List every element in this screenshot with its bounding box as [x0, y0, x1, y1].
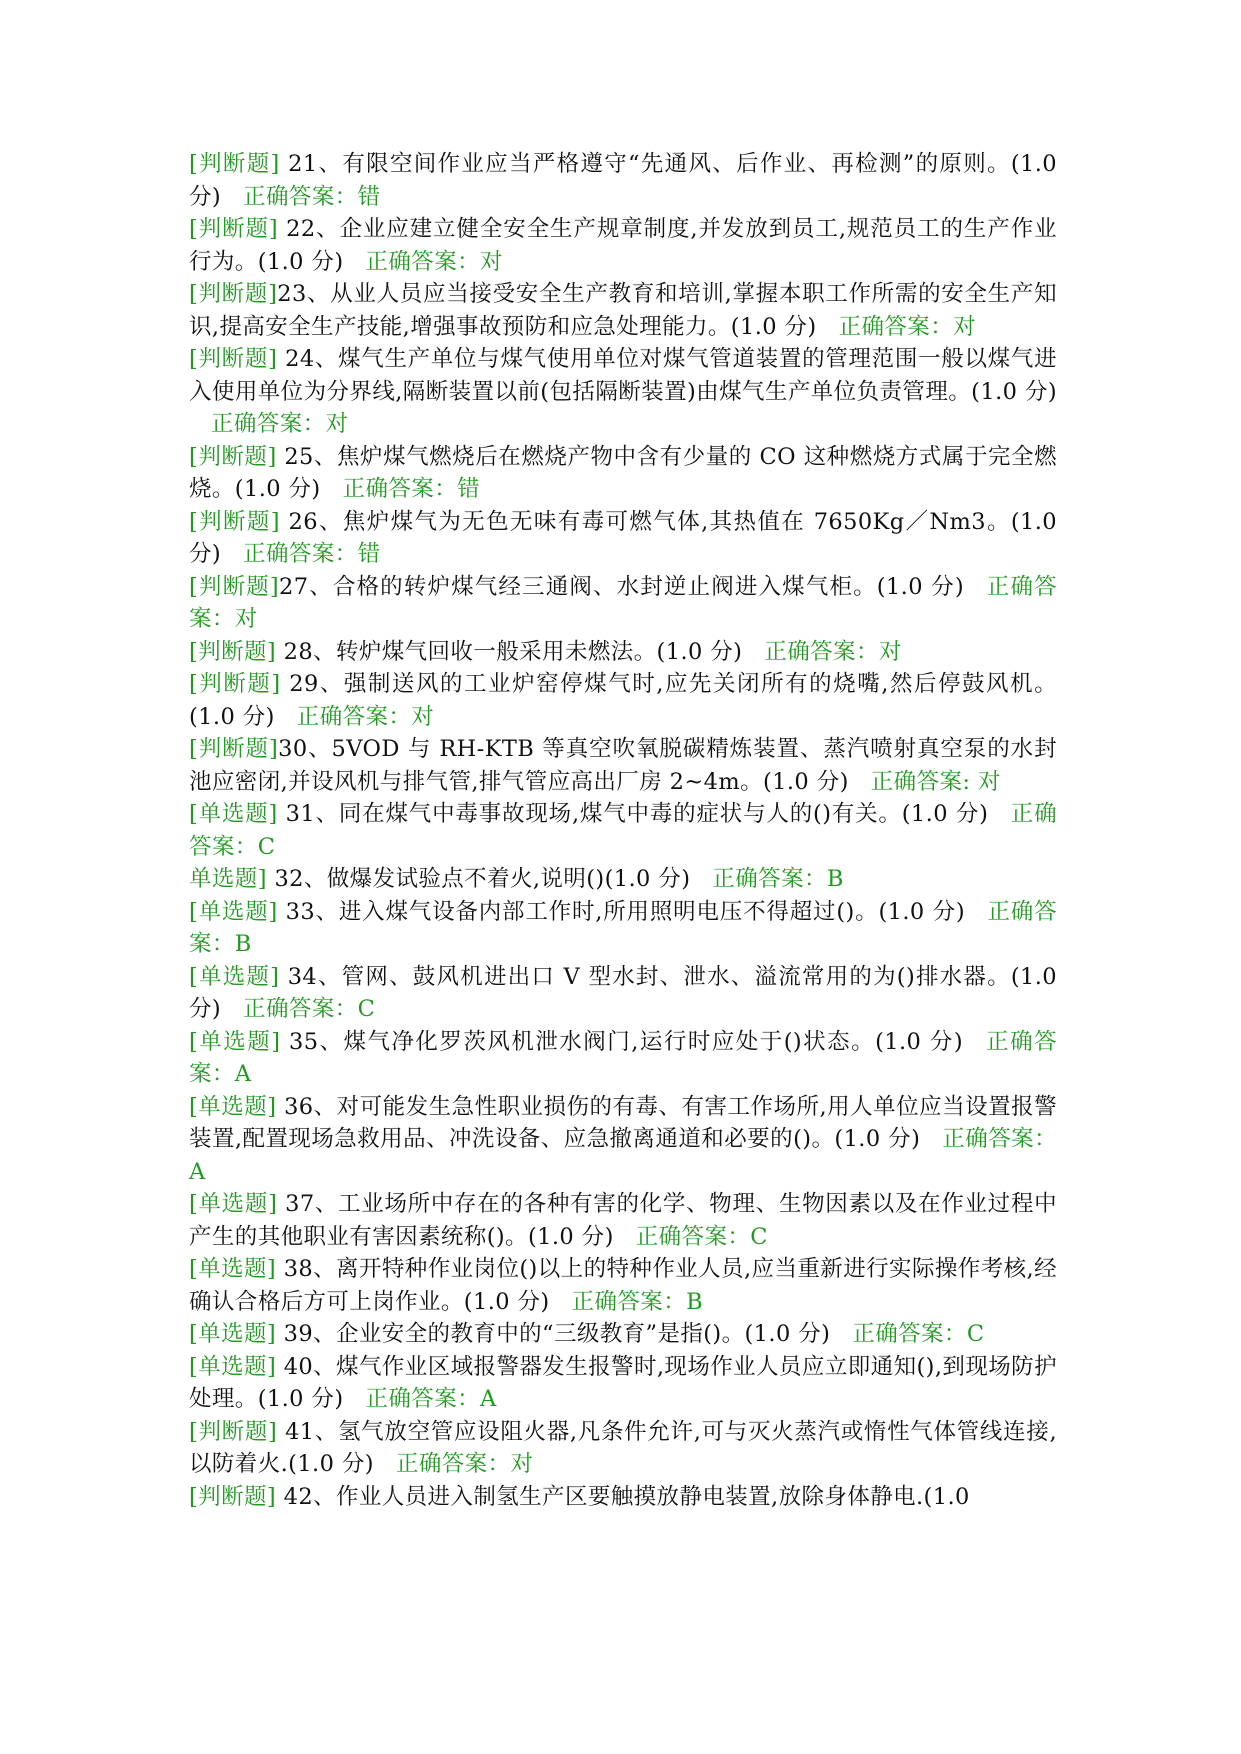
question-text: 37、工业场所中存在的各种有害的化学、物理、生物因素以及在作业过程中产生的其他职业有害因素统称()。(1.0 分): [189, 1191, 1057, 1250]
question-item: [189, 213, 1057, 278]
correct-answer: 正确答案：A: [189, 1028, 1057, 1087]
correct-answer: 正确答案：B: [571, 1288, 704, 1315]
correct-answer: 正确答案：对: [395, 1451, 534, 1477]
question-item: [189, 506, 1057, 571]
question-text: 31、同在煤气中毒事故现场,煤气中毒的症状与人的()有关。(1.0 分): [277, 801, 989, 827]
question-type-label: [判断题]: [189, 638, 277, 665]
question-text: 24、煤气生产单位与煤气使用单位对煤气管道装置的管理范围一般以煤气进入使用单位为分界线,隔断装置以前(包括隔断装置)由煤气生产单位负责管理。(1.0 分): [189, 346, 1057, 405]
question-text: 23、从业人员应当接受安全生产教育和培训,掌握本职工作所需的安全生产知识,提高安全生产技能,增强事故预防和应急处理能力。(1.0 分): [189, 281, 1057, 340]
question-item: [189, 1351, 1057, 1416]
correct-answer: 正确答案：B: [712, 866, 844, 892]
question-text: 40、煤气作业区域报警器发生报警时,现场作业人员应立即通知(),到现场防护处理。(1.0 分): [189, 1353, 1057, 1412]
question-text: 32、做爆发试验点不着火,说明()(1.0 分): [266, 866, 691, 892]
question-item: [189, 343, 1057, 441]
correct-answer: 正确答案：对: [296, 703, 435, 730]
question-type-label: [判断题]: [189, 1483, 277, 1510]
question-text: 38、离开特种作业岗位()以上的特种作业人员,应当重新进行实际操作考核,经确认合格后方可上岗作业。(1.0 分): [189, 1256, 1057, 1315]
question-item: [189, 798, 1057, 863]
question-type-label: [单选题]: [189, 963, 280, 990]
question-type-label: 单选题]: [189, 866, 267, 892]
question-item: [189, 668, 1057, 733]
correct-answer: 正确答案：错: [243, 541, 381, 567]
question-text: 27、合格的转炉煤气经三通阀、水封逆止阀进入煤气柜。(1.0 分): [279, 573, 965, 600]
question-text: 29、强制送风的工业炉窑停煤气时,应先关闭所有的烧嘴,然后停鼓风机。(1.0 分): [189, 671, 1058, 730]
question-item: [189, 636, 1057, 669]
question-type-label: [单选题]: [189, 1321, 277, 1347]
question-text: 34、管网、鼓风机进出口 V 型水封、泄水、溢流常用的为()排水器。(1.0 分): [189, 963, 1057, 1022]
question-list: [189, 148, 1057, 1513]
question-type-label: [单选题]: [189, 1191, 278, 1217]
question-type-label: [单选题]: [189, 801, 278, 827]
question-item: [189, 571, 1057, 636]
question-item: [189, 148, 1057, 213]
question-type-label: [单选题]: [189, 1093, 277, 1120]
correct-answer: 正确答案：A: [365, 1386, 497, 1412]
question-type-label: [判断题]: [189, 443, 277, 470]
question-text: 28、转炉煤气回收一般采用未燃法。(1.0 分): [276, 638, 743, 665]
correct-answer: 正确答案：对: [764, 638, 902, 665]
question-type-label: [判断题]: [189, 216, 279, 242]
question-type-label: [判断题]: [189, 281, 278, 307]
question-text: 30、5VOD 与 RH-KTB 等真空吹氧脱碳精炼装置、蒸汽喷射真空泵的水封池应密闭,并设风机与排气管,排气管应高出厂房 2~4m。(1.0 分): [189, 736, 1058, 795]
question-text: 42、作业人员进入制氢生产区要触摸放静电装置,放除身体静电.(1.0: [276, 1483, 970, 1510]
question-text: 41、氢气放空管应设阻火器,凡条件允许,可与灭火蒸汽或惰性气体管线连接,以防着火.(1.0 分): [189, 1418, 1057, 1477]
question-text: 25、焦炉煤气燃烧后在燃烧产物中含有少量的 CO 这种燃烧方式属于完全燃烧。(1.0 分): [189, 443, 1057, 502]
question-item: [189, 1253, 1057, 1318]
question-text: 36、对可能发生急性职业损伤的有毒、有害工作场所,用人单位应当设置报警装置,配置现场急救用品、冲洗设备、应急撤离通道和必要的()。(1.0 分): [189, 1093, 1057, 1152]
question-text: 35、煤气净化罗茨风机泄水阀门,运行时应处于()状态。(1.0 分): [280, 1028, 964, 1055]
question-item: [189, 441, 1057, 506]
correct-answer: 正确答案: 对: [870, 768, 1001, 795]
question-item: [189, 1481, 1057, 1514]
question-text: 21、有限空间作业应当严格遵守“先通风、后作业、再检测”的原则。(1.0 分): [189, 151, 1057, 210]
question-item: [189, 1026, 1057, 1091]
question-type-label: [单选题]: [189, 898, 278, 925]
question-item: [189, 1091, 1057, 1189]
question-item: [189, 1188, 1057, 1253]
correct-answer: 正确答案：对: [211, 411, 349, 437]
correct-answer: 正确答案：C: [243, 996, 376, 1022]
question-type-label: [判断题]: [189, 736, 279, 762]
question-type-label: [判断题]: [189, 346, 278, 372]
question-text: 26、焦炉煤气为无色无味有毒可燃气体,其热值在 7650Kg／Nm3。(1.0 分): [189, 508, 1057, 567]
question-item: [189, 863, 1057, 896]
question-type-label: [判断题]: [189, 573, 280, 600]
correct-answer: 正确答案：错: [243, 183, 381, 210]
question-type-label: [单选题]: [189, 1353, 277, 1380]
question-text: 33、进入煤气设备内部工作时,所用照明电压不得超过()。(1.0 分): [277, 898, 966, 925]
question-type-label: [单选题]: [189, 1256, 277, 1282]
correct-answer: 正确答案：对: [189, 573, 1057, 632]
question-item: [189, 961, 1057, 1026]
question-item: [189, 278, 1057, 343]
question-item: [189, 896, 1057, 961]
correct-answer: 正确答案：A: [189, 1126, 1057, 1185]
correct-answer: 正确答案：C: [852, 1321, 985, 1347]
correct-answer: 正确答案：对: [365, 248, 503, 275]
correct-answer: 正确答案：错: [342, 476, 480, 502]
question-type-label: [判断题]: [189, 671, 281, 697]
question-text: 22、企业应建立健全安全生产规章制度,并发放到员工,规范员工的生产作业行为。(1.0 分): [189, 216, 1057, 275]
question-type-label: [单选题]: [189, 1028, 281, 1055]
question-type-label: [判断题]: [189, 508, 280, 535]
question-item: [189, 1416, 1057, 1481]
correct-answer: 正确答案：B: [189, 898, 1057, 957]
question-text: 39、企业安全的教育中的“三级教育”是指()。(1.0 分): [276, 1321, 831, 1347]
correct-answer: 正确答案：C: [635, 1223, 768, 1250]
correct-answer: 正确答案：对: [838, 313, 977, 340]
correct-answer: 正确答案：C: [189, 801, 1057, 860]
question-item: [189, 733, 1057, 798]
question-item: [189, 1318, 1057, 1351]
question-type-label: [判断题]: [189, 151, 280, 177]
question-type-label: [判断题]: [189, 1418, 278, 1445]
